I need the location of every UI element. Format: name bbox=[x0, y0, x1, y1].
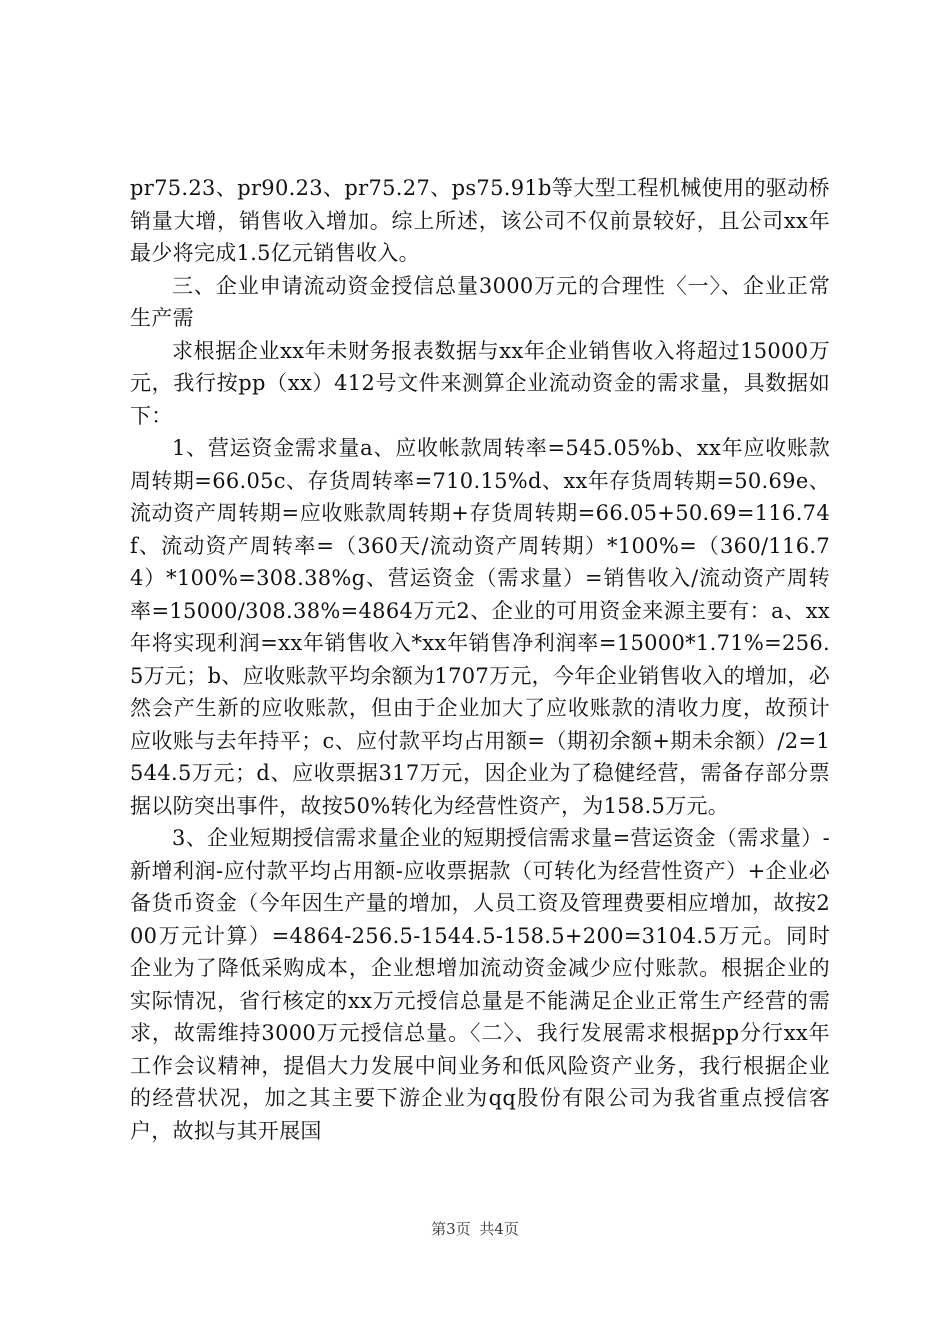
paragraph-demand-basis: 求根据企业xx年未财务报表数据与xx年企业销售收入将超过15000万元，我行按pp（xx）412号文件来测算企业流动资金的需求量，具数据如下： bbox=[130, 338, 830, 428]
paragraph-sales-summary: pr75.23、pr90.23、pr75.27、ps75.91b等大型工程机械使用的驱动桥销量大增，销售收入增加。综上所述，该公司不仅前景较好，且公司xx年最少将完成1.5亿元销售收入。 bbox=[130, 176, 830, 265]
document-body bbox=[130, 172, 830, 1147]
page-number: 第3页 bbox=[431, 1220, 471, 1238]
paragraph-section-three-heading: 三、企业申请流动资金授信总量3000万元的合理性〈一〉、企业正常生产需 bbox=[130, 273, 830, 330]
paragraph-short-term-credit: 3、企业短期授信需求量企业的短期授信需求量=营运资金（需求量）-新增利润-应付款平均占用额-应收票据款（可转化为经营性资产）+企业必备货币资金（今年因生产量的增加，人员工资及管理费要相应增加，故按200万元计算）=4864-256.5-1544.5-158.5+200=3104.5万元。同时企业为了降低采购成本，企业想增加流动资金减少应付账款。根据企业的实际情况，省行核定的xx万元授信总量是不能满足企业正常生产经营的需求，故需维持3000万元授信总量。〈二〉、我行发展需求根据pp分行xx年工作会议精神，提倡大力发展中间业务和低风险资产业务，我行根据企业的经营状况，加之其主要下游企业为qq股份有限公司为我省重点授信客户，故拟与其开展国 bbox=[130, 826, 830, 1143]
page-total: 共4页 bbox=[479, 1220, 519, 1238]
paragraph-working-capital-calc: 1、营运资金需求量a、应收帐款周转率=545.05%b、xx年应收账款周转期=66.05c、存货周转率=710.15%d、xx年存货周转期=50.69e、流动资产周转期=应收账款周转期+存货周转期=66.05+50.69=116.74f、流动资产周转率=（360天/流动资产周转期）*100%=（360/116.74）*100%=308.38%g、营运资金（需求量）=销售收入/流动资产周转率=15000/308.38%=4864万元2、企业的可用资金来源主要有：a、xx年将实现利润=xx年销售收入*xx年销售净利润率=15000*1.71%=256.5万元；b、应收账款平均余额为1707万元，今年企业销售收入的增加，必然会产生新的应收账款，但由于企业加大了应收账款的清收力度，故预计应收账与去年持平；c、应付款平均占用额=（期初余额+期未余额）/2=1544.5万元；d、应收票据317万元，因企业为了稳健经营，需备存部分票据以防突出事件，故按50%转化为经营性资产，为158.5万元。 bbox=[130, 436, 830, 818]
page-footer bbox=[0, 1218, 950, 1239]
